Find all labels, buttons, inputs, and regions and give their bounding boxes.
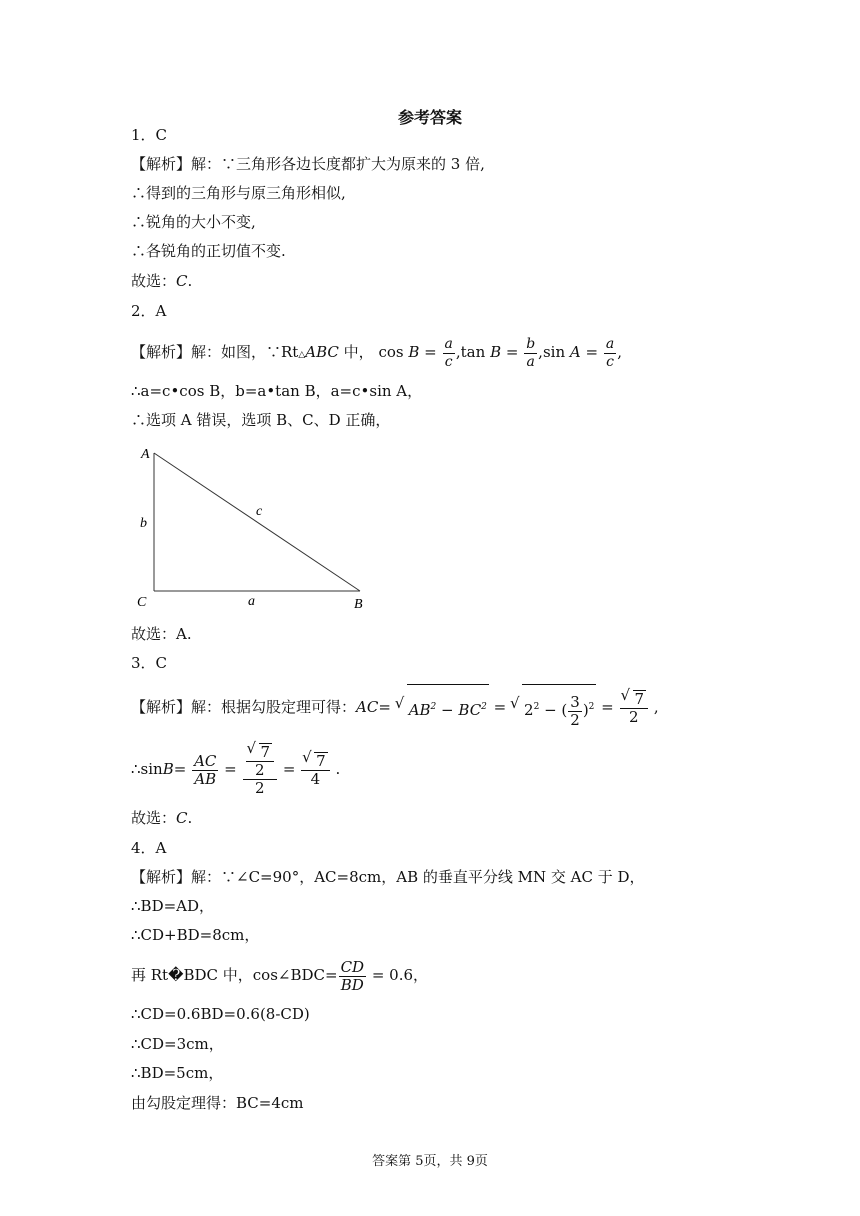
q1-line-2: ∴得到的三角形与原三角形相似, xyxy=(131,184,346,202)
q4-line-6: ∴CD=3cm， xyxy=(131,1035,224,1053)
q1-line-5: 故选：C. xyxy=(131,272,193,290)
side-a-label: a xyxy=(248,594,255,609)
q3-line-3: 故选：C. xyxy=(131,809,193,827)
q4-line-1: 【解析】解：∵∠C=90°，AC=8cm，AB 的垂直平分线 MN 交 AC 于 D， xyxy=(131,868,645,886)
vertex-b-label: B xyxy=(354,597,363,612)
q3-line-1: 【解析】解：根据勾股定理可得：AC= √ $AB^2 - BC^2$ = √ $2^2$ − ( $\frac{3}{2}$ )$^2$ = √ $\frac{7}{2}$ , xyxy=(131,684,659,732)
q2-line-2: ∴a=c•cos B，b=a•tan B，a=c•sin A， xyxy=(131,382,423,400)
q1-line-4: ∴各锐角的正切值不变. xyxy=(131,242,286,260)
fraction-a-over-c: $\frac{a}{c}$ xyxy=(605,335,615,370)
vertex-c-label: C xyxy=(137,595,147,610)
q2-line-3: ∴选项 A 错误，选项 B、C、D 正确， xyxy=(131,411,391,429)
q1-line-3: ∴锐角的大小不变, xyxy=(131,213,256,231)
q4-line-8: 由勾股定理得：BC=4cm xyxy=(131,1094,304,1112)
side-b-label: b xyxy=(140,516,147,531)
q2-line-4: 故选：A. xyxy=(131,625,192,643)
vertex-a-label: A xyxy=(141,447,150,462)
page-title: 参考答案 xyxy=(397,108,462,127)
fraction-b-over-a: $\frac{b}{a}$ xyxy=(526,335,536,370)
q4-line-7: ∴BD=5cm， xyxy=(131,1064,224,1082)
fraction-a-over-c: $\frac{a}{c}$ xyxy=(444,335,453,370)
q4-line-5: ∴CD=0.6BD=0.6(8-CD) xyxy=(131,1005,310,1023)
q1-answer: 1．C xyxy=(131,126,168,144)
q2-line-1: 【解析】解：如图，∵Rt△ABC 中， cos B = $\frac{a}{c}$ ,tan B = $\frac{b}{a}$ ,sin A = $\frac{a}{c}$ , xyxy=(131,335,622,370)
q4-line-2: ∴BD=AD， xyxy=(131,897,215,915)
side-c xyxy=(154,453,360,591)
q3-line-2: ∴sinB= $\frac{AC}{AB}$ = √ $\frac{\frac{7}{2}}{2}$ = √ $\frac{7}{4}$ . xyxy=(131,742,340,797)
q4-answer: 4．A xyxy=(131,839,167,857)
q4-line-3: ∴CD+BD=8cm， xyxy=(131,926,260,944)
right-triangle-figure xyxy=(130,442,380,614)
q3-answer: 3．C xyxy=(131,654,168,672)
q4-line-4: 再 Rt�BDC 中，cos∠BDC= $\frac{CD}{BD}$ = 0.6， xyxy=(131,957,429,994)
q2-answer: 2．A xyxy=(131,302,167,320)
page-footer: 答案第 5页，共 9页 xyxy=(372,1154,488,1169)
side-c-label: c xyxy=(256,504,263,519)
q1-line-1: 【解析】解：∵三角形各边长度都扩大为原来的 3 倍, xyxy=(131,155,485,173)
